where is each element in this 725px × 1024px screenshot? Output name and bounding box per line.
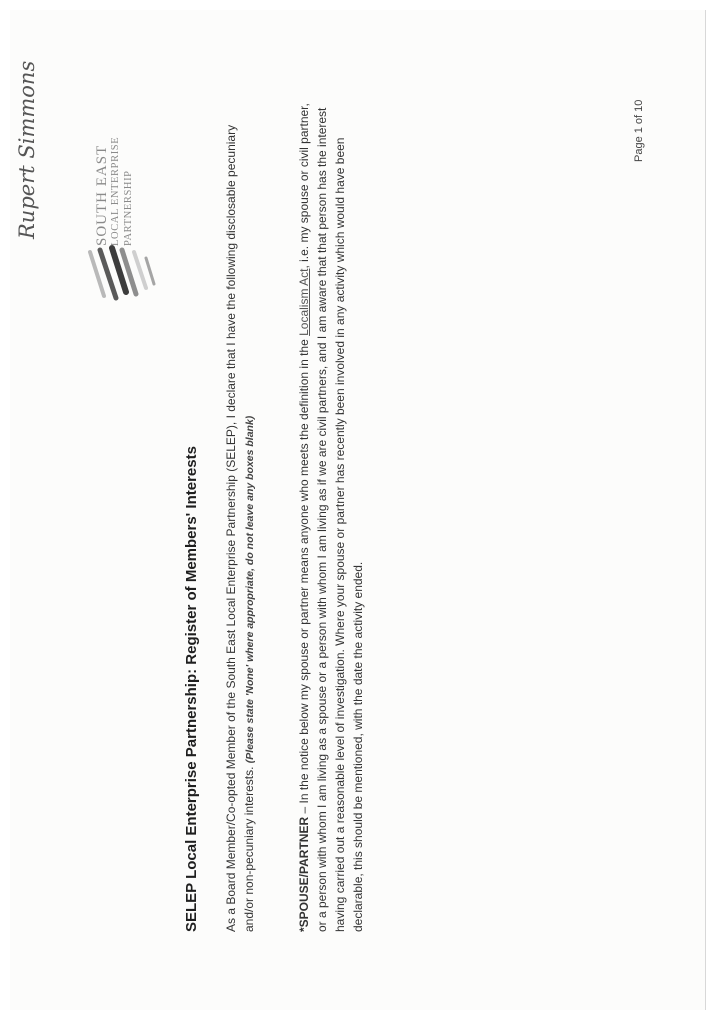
intro-note: (Please state 'None' where appropriate, do not leave any boxes blank) [244,415,256,764]
handwritten-signature: Rupert Simmons [15,60,39,239]
localism-act-link[interactable]: Localism Act [297,268,311,336]
spouse-text-1: – In the notice below my spouse or partner means anyone who meets the definition in the [297,335,311,817]
spouse-partner-paragraph [295,102,367,932]
spouse-text-2: , i.e. my spouse or civil partner, or a person with whom I am living as a spouse or a person with whom I am living as if we are civil partners, and I am aware that that person has the interest having carried out a reasonable level of investigation. Where your spouse or partner has recently been involved in any activity which would have been declarable, this should be mentioned, with the date the activity ended. [297,103,365,932]
intro-paragraph [222,112,259,932]
intro-text: As a Board Member/Co-opted Member of the South East Local Enterprise Partnership (SELEP), I declare that I have the following disclosable pecuniary and/or non-pecuniary interests. [224,124,256,932]
spouse-label: *SPOUSE/PARTNER [297,816,311,932]
page-number: Page 1 of 10 [633,99,645,162]
logo-line-3: PARTNERSHIP [123,170,134,246]
logo-line-2: LOCAL ENTERPRISE [110,136,121,246]
page-title: SELEP Local Enterprise Partnership: Register of Members' Interests [183,446,200,932]
logo-line-1: SOUTH EAST [94,144,110,246]
logo-text [96,137,135,246]
